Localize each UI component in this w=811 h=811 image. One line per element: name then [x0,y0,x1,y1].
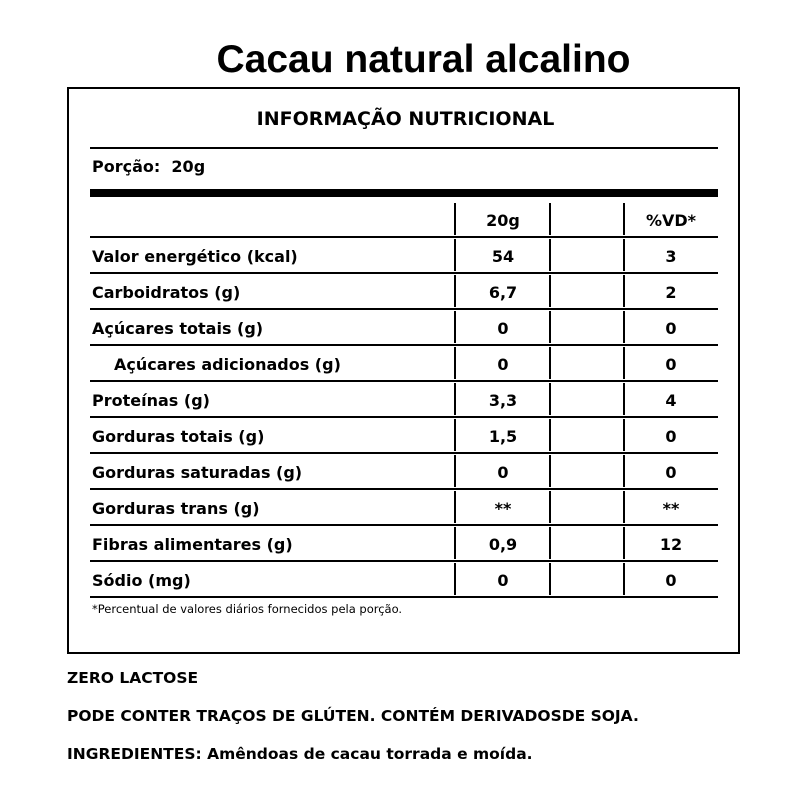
column-separator [623,311,625,343]
nutrient-label: Proteínas (g) [92,391,210,410]
column-header-amount: 20g [486,211,520,230]
column-separator [549,491,551,523]
column-separator [623,347,625,379]
nutrient-vd: 0 [665,463,677,482]
nutrient-vd: 4 [665,391,677,410]
row-divider [90,488,718,490]
nutrient-label: Carboidratos (g) [92,283,241,302]
row-divider [90,272,718,274]
nutrient-amount: 0 [497,571,509,590]
nutrient-label: Açúcares adicionados (g) [114,355,341,374]
thick-divider [90,189,718,197]
column-separator [549,383,551,415]
row-divider [90,416,718,418]
column-separator [623,275,625,307]
row-divider [90,524,718,526]
column-separator [623,563,625,595]
nutrient-amount: 0 [497,463,509,482]
column-separator [623,419,625,451]
column-separator [623,527,625,559]
column-separator [454,347,456,379]
column-separator [549,419,551,451]
nutrient-vd: 0 [665,319,677,338]
column-separator [454,419,456,451]
nutrient-vd: 3 [665,247,677,266]
column-separator [549,455,551,487]
column-separator [549,239,551,271]
column-separator [454,491,456,523]
nutrient-amount: 0 [497,319,509,338]
nutrient-amount: 0,9 [488,535,518,554]
allergen-statement: PODE CONTER TRAÇOS DE GLÚTEN. CONTÉM DERIVADOSDE SOJA. [67,707,639,725]
portion-line [92,157,205,176]
nutrient-vd: 2 [665,283,677,302]
nutrient-amount: ** [494,499,512,518]
column-separator [454,527,456,559]
row-divider [90,560,718,562]
nutrient-amount: 54 [491,247,515,266]
ingredients-statement: INGREDIENTES: Amêndoas de cacau torrada e moída. [67,745,533,763]
nutrient-label: Sódio (mg) [92,571,191,590]
nutrient-label: Fibras alimentares (g) [92,535,293,554]
nutrient-vd: 0 [665,571,677,590]
row-divider [90,452,718,454]
column-separator [454,275,456,307]
column-separator [549,563,551,595]
nutrient-amount: 1,5 [488,427,518,446]
nutrient-vd: 0 [665,427,677,446]
column-separator [623,383,625,415]
heading-divider [90,147,718,149]
row-divider [90,596,718,598]
nutrient-amount: 3,3 [488,391,518,410]
column-separator [454,203,456,235]
column-separator [623,239,625,271]
row-divider [90,236,718,238]
nutrient-vd: 0 [665,355,677,374]
nutrient-label: Gorduras trans (g) [92,499,260,518]
column-separator [454,563,456,595]
column-separator [454,239,456,271]
product-title: Cacau natural alcalino [216,38,631,81]
nutrient-label: Açúcares totais (g) [92,319,264,338]
column-header-vd: %VD* [645,211,697,230]
nutrient-amount: 0 [497,355,509,374]
column-separator [623,491,625,523]
column-separator [549,527,551,559]
column-separator [454,383,456,415]
nutrient-vd: ** [662,499,680,518]
nutrient-label: Gorduras totais (g) [92,427,265,446]
nutrient-label: Gorduras saturadas (g) [92,463,303,482]
footnote: *Percentual de valores diários fornecidos pela porção. [92,602,403,616]
row-divider [90,380,718,382]
column-separator [454,311,456,343]
column-separator [549,275,551,307]
column-separator [454,455,456,487]
portion-label: Porção: [92,157,161,176]
row-divider [90,344,718,346]
column-separator [549,347,551,379]
row-divider [90,308,718,310]
column-separator [549,311,551,343]
column-separator [623,203,625,235]
lactose-statement: ZERO LACTOSE [67,669,199,687]
portion-value: 20g [171,157,206,176]
nutrition-heading: INFORMAÇÃO NUTRICIONAL [256,108,555,130]
column-separator [623,455,625,487]
nutrient-label: Valor energético (kcal) [92,247,298,266]
column-separator [549,203,551,235]
nutrient-vd: 12 [659,535,683,554]
nutrient-amount: 6,7 [488,283,518,302]
